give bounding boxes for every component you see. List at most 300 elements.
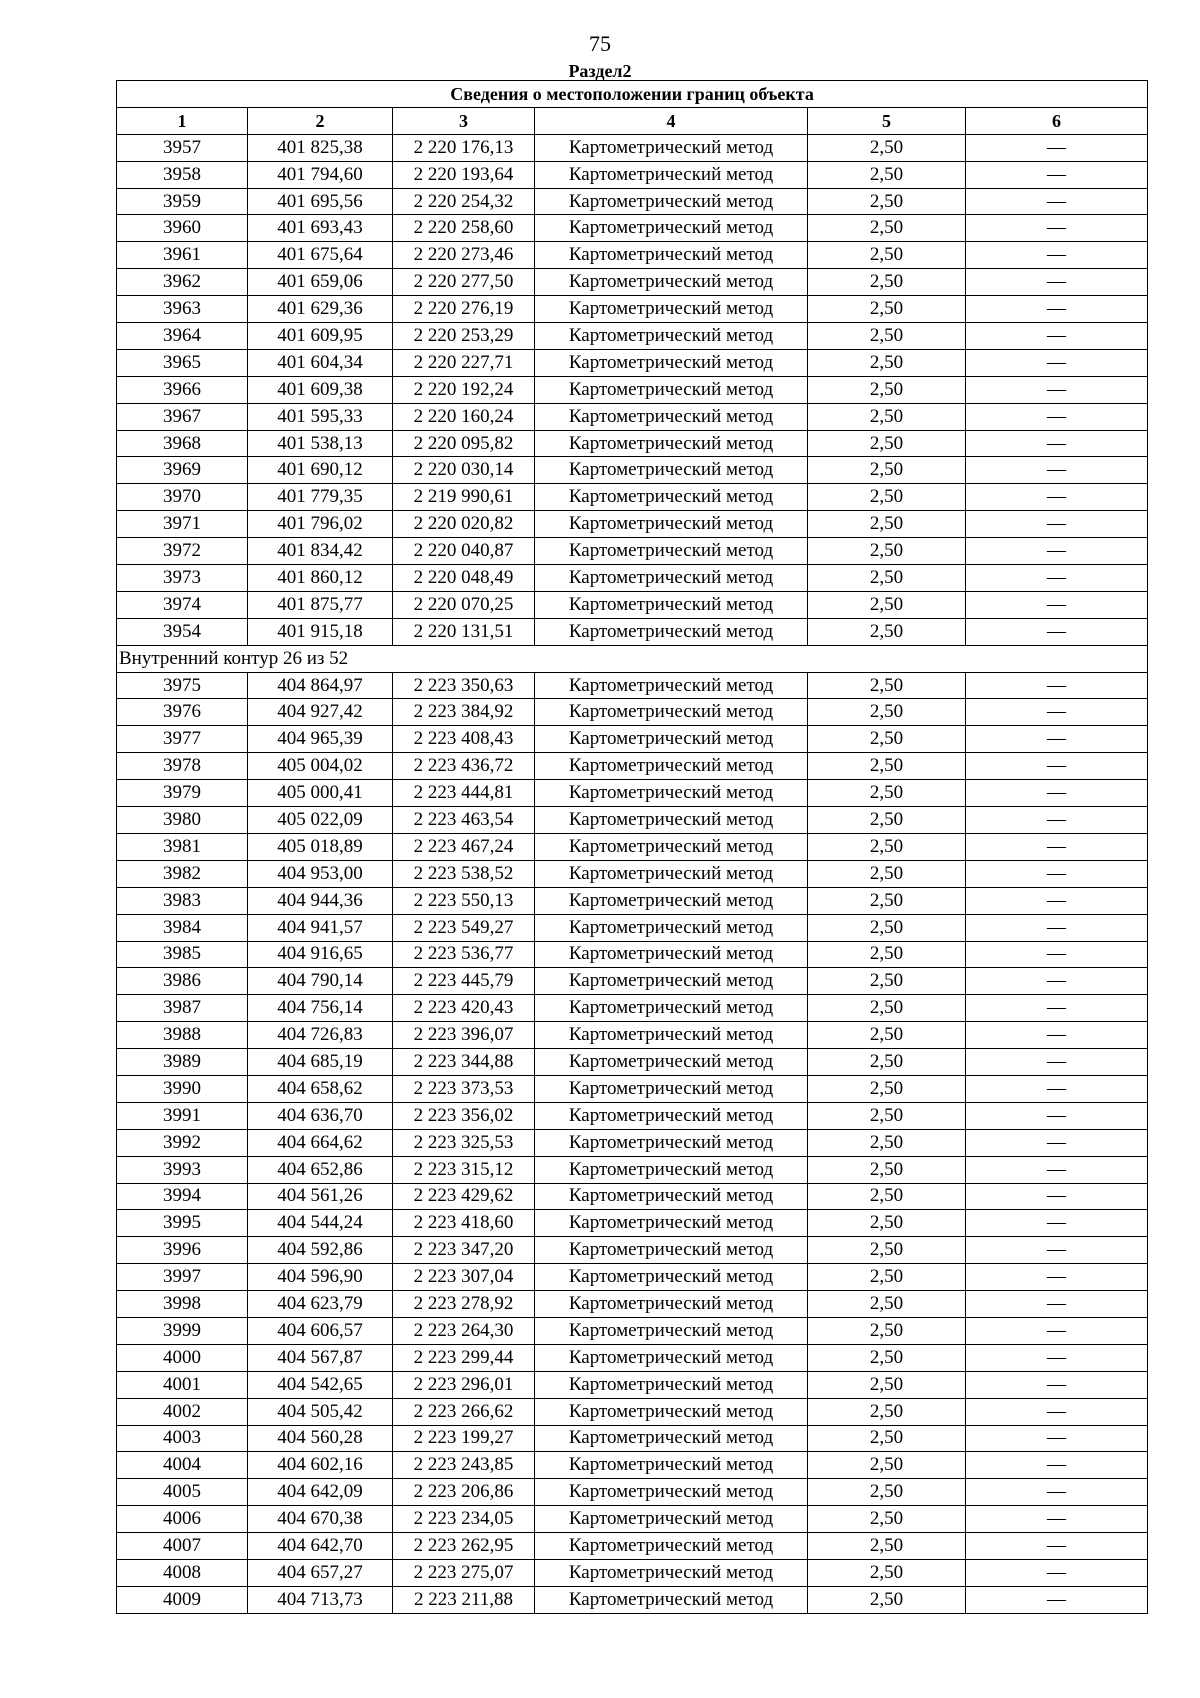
note-cell: —	[966, 1291, 1148, 1318]
method-cell: Картометрический метод	[535, 161, 808, 188]
method-cell: Картометрический метод	[535, 1479, 808, 1506]
method-cell: Картометрический метод	[535, 726, 808, 753]
contour-label-row	[117, 645, 1148, 672]
y-coordinate-cell: 2 223 266,62	[393, 1398, 535, 1425]
accuracy-cell: 2,50	[808, 1102, 966, 1129]
accuracy-cell: 2,50	[808, 349, 966, 376]
x-coordinate-cell: 404 756,14	[248, 995, 393, 1022]
table-row	[117, 538, 1148, 565]
table-row	[117, 1559, 1148, 1586]
accuracy-cell: 2,50	[808, 1210, 966, 1237]
y-coordinate-cell: 2 223 211,88	[393, 1586, 535, 1613]
point-number-cell: 4002	[117, 1398, 248, 1425]
accuracy-cell: 2,50	[808, 1156, 966, 1183]
x-coordinate-cell: 401 595,33	[248, 403, 393, 430]
method-cell: Картометрический метод	[535, 323, 808, 350]
y-coordinate-cell: 2 223 463,54	[393, 807, 535, 834]
accuracy-cell: 2,50	[808, 215, 966, 242]
y-coordinate-cell: 2 220 020,82	[393, 511, 535, 538]
x-coordinate-cell: 401 675,64	[248, 242, 393, 269]
y-coordinate-cell: 2 220 253,29	[393, 323, 535, 350]
note-cell: —	[966, 941, 1148, 968]
note-cell: —	[966, 1129, 1148, 1156]
point-number-cell: 3970	[117, 484, 248, 511]
point-number-cell: 3996	[117, 1237, 248, 1264]
note-cell: —	[966, 484, 1148, 511]
note-cell: —	[966, 1022, 1148, 1049]
point-number-cell: 4007	[117, 1533, 248, 1560]
accuracy-cell: 2,50	[808, 887, 966, 914]
table-row	[117, 1264, 1148, 1291]
x-coordinate-cell: 404 916,65	[248, 941, 393, 968]
x-coordinate-cell: 404 965,39	[248, 726, 393, 753]
x-coordinate-cell: 404 542,65	[248, 1371, 393, 1398]
point-number-cell: 3954	[117, 618, 248, 645]
x-coordinate-cell: 401 825,38	[248, 134, 393, 161]
point-number-cell: 4000	[117, 1344, 248, 1371]
point-number-cell: 3971	[117, 511, 248, 538]
y-coordinate-cell: 2 220 040,87	[393, 538, 535, 565]
contour-label: Внутренний контур 26 из 52	[117, 645, 1148, 672]
x-coordinate-cell: 404 657,27	[248, 1559, 393, 1586]
point-number-cell: 3968	[117, 430, 248, 457]
y-coordinate-cell: 2 220 227,71	[393, 349, 535, 376]
point-number-cell: 3982	[117, 860, 248, 887]
accuracy-cell: 2,50	[808, 860, 966, 887]
note-cell: —	[966, 1102, 1148, 1129]
point-number-cell: 3977	[117, 726, 248, 753]
accuracy-cell: 2,50	[808, 1075, 966, 1102]
point-number-cell: 3986	[117, 968, 248, 995]
x-coordinate-cell: 401 538,13	[248, 430, 393, 457]
accuracy-cell: 2,50	[808, 1398, 966, 1425]
x-coordinate-cell: 401 915,18	[248, 618, 393, 645]
table-row	[117, 833, 1148, 860]
point-number-cell: 3984	[117, 914, 248, 941]
point-number-cell: 4003	[117, 1425, 248, 1452]
table-body	[117, 134, 1148, 1613]
accuracy-cell: 2,50	[808, 941, 966, 968]
table-row	[117, 1210, 1148, 1237]
method-cell: Картометрический метод	[535, 1398, 808, 1425]
method-cell: Картометрический метод	[535, 1559, 808, 1586]
table-row	[117, 780, 1148, 807]
accuracy-cell: 2,50	[808, 1237, 966, 1264]
table-row	[117, 618, 1148, 645]
y-coordinate-cell: 2 223 234,05	[393, 1506, 535, 1533]
note-cell: —	[966, 1210, 1148, 1237]
y-coordinate-cell: 2 223 350,63	[393, 672, 535, 699]
note-cell: —	[966, 430, 1148, 457]
note-cell: —	[966, 161, 1148, 188]
note-cell: —	[966, 269, 1148, 296]
method-cell: Картометрический метод	[535, 1452, 808, 1479]
table-title-row	[117, 81, 1148, 108]
method-cell: Картометрический метод	[535, 430, 808, 457]
y-coordinate-cell: 2 223 315,12	[393, 1156, 535, 1183]
method-cell: Картометрический метод	[535, 1237, 808, 1264]
accuracy-cell: 2,50	[808, 807, 966, 834]
point-number-cell: 4008	[117, 1559, 248, 1586]
method-cell: Картометрический метод	[535, 753, 808, 780]
note-cell: —	[966, 1533, 1148, 1560]
point-number-cell: 3985	[117, 941, 248, 968]
method-cell: Картометрический метод	[535, 591, 808, 618]
method-cell: Картометрический метод	[535, 1371, 808, 1398]
y-coordinate-cell: 2 220 254,32	[393, 188, 535, 215]
note-cell: —	[966, 323, 1148, 350]
note-cell: —	[966, 1371, 1148, 1398]
accuracy-cell: 2,50	[808, 1533, 966, 1560]
x-coordinate-cell: 404 505,42	[248, 1398, 393, 1425]
table-row	[117, 1452, 1148, 1479]
table-row	[117, 457, 1148, 484]
y-coordinate-cell: 2 220 273,46	[393, 242, 535, 269]
note-cell: —	[966, 215, 1148, 242]
x-coordinate-cell: 404 685,19	[248, 1049, 393, 1076]
note-cell: —	[966, 511, 1148, 538]
note-cell: —	[966, 807, 1148, 834]
accuracy-cell: 2,50	[808, 833, 966, 860]
y-coordinate-cell: 2 219 990,61	[393, 484, 535, 511]
point-number-cell: 3988	[117, 1022, 248, 1049]
table-row	[117, 807, 1148, 834]
x-coordinate-cell: 401 796,02	[248, 511, 393, 538]
point-number-cell: 3993	[117, 1156, 248, 1183]
y-coordinate-cell: 2 223 420,43	[393, 995, 535, 1022]
accuracy-cell: 2,50	[808, 430, 966, 457]
table-row	[117, 699, 1148, 726]
x-coordinate-cell: 401 609,95	[248, 323, 393, 350]
table-row	[117, 1586, 1148, 1613]
accuracy-cell: 2,50	[808, 914, 966, 941]
table-row	[117, 1049, 1148, 1076]
y-coordinate-cell: 2 220 193,64	[393, 161, 535, 188]
table-row	[117, 1344, 1148, 1371]
point-number-cell: 3964	[117, 323, 248, 350]
table-row	[117, 860, 1148, 887]
method-cell: Картометрический метод	[535, 457, 808, 484]
method-cell: Картометрический метод	[535, 618, 808, 645]
y-coordinate-cell: 2 223 325,53	[393, 1129, 535, 1156]
table-row	[117, 1237, 1148, 1264]
note-cell: —	[966, 242, 1148, 269]
y-coordinate-cell: 2 220 048,49	[393, 565, 535, 592]
point-number-cell: 4006	[117, 1506, 248, 1533]
y-coordinate-cell: 2 220 192,24	[393, 376, 535, 403]
table-row	[117, 1425, 1148, 1452]
y-coordinate-cell: 2 223 275,07	[393, 1559, 535, 1586]
note-cell: —	[966, 672, 1148, 699]
note-cell: —	[966, 134, 1148, 161]
y-coordinate-cell: 2 223 344,88	[393, 1049, 535, 1076]
accuracy-cell: 2,50	[808, 726, 966, 753]
method-cell: Картометрический метод	[535, 215, 808, 242]
x-coordinate-cell: 404 941,57	[248, 914, 393, 941]
method-cell: Картометрический метод	[535, 296, 808, 323]
x-coordinate-cell: 401 860,12	[248, 565, 393, 592]
y-coordinate-cell: 2 220 160,24	[393, 403, 535, 430]
accuracy-cell: 2,50	[808, 1049, 966, 1076]
accuracy-cell: 2,50	[808, 484, 966, 511]
note-cell: —	[966, 1264, 1148, 1291]
method-cell: Картометрический метод	[535, 349, 808, 376]
note-cell: —	[966, 780, 1148, 807]
y-coordinate-cell: 2 220 030,14	[393, 457, 535, 484]
table-row	[117, 376, 1148, 403]
accuracy-cell: 2,50	[808, 995, 966, 1022]
x-coordinate-cell: 404 561,26	[248, 1183, 393, 1210]
point-number-cell: 3962	[117, 269, 248, 296]
y-coordinate-cell: 2 220 276,19	[393, 296, 535, 323]
y-coordinate-cell: 2 220 258,60	[393, 215, 535, 242]
point-number-cell: 3995	[117, 1210, 248, 1237]
accuracy-cell: 2,50	[808, 1506, 966, 1533]
table-row	[117, 511, 1148, 538]
y-coordinate-cell: 2 223 307,04	[393, 1264, 535, 1291]
accuracy-cell: 2,50	[808, 296, 966, 323]
point-number-cell: 4005	[117, 1479, 248, 1506]
x-coordinate-cell: 404 953,00	[248, 860, 393, 887]
method-cell: Картометрический метод	[535, 188, 808, 215]
y-coordinate-cell: 2 223 373,53	[393, 1075, 535, 1102]
accuracy-cell: 2,50	[808, 323, 966, 350]
method-cell: Картометрический метод	[535, 1022, 808, 1049]
table-row	[117, 1022, 1148, 1049]
accuracy-cell: 2,50	[808, 161, 966, 188]
x-coordinate-cell: 401 629,36	[248, 296, 393, 323]
table-row	[117, 753, 1148, 780]
y-coordinate-cell: 2 223 299,44	[393, 1344, 535, 1371]
accuracy-cell: 2,50	[808, 242, 966, 269]
point-number-cell: 4001	[117, 1371, 248, 1398]
y-coordinate-cell: 2 220 131,51	[393, 618, 535, 645]
y-coordinate-cell: 2 223 418,60	[393, 1210, 535, 1237]
method-cell: Картометрический метод	[535, 780, 808, 807]
accuracy-cell: 2,50	[808, 968, 966, 995]
note-cell: —	[966, 1586, 1148, 1613]
point-number-cell: 4004	[117, 1452, 248, 1479]
accuracy-cell: 2,50	[808, 1291, 966, 1318]
table-row	[117, 1479, 1148, 1506]
table-row	[117, 161, 1148, 188]
y-coordinate-cell: 2 223 384,92	[393, 699, 535, 726]
y-coordinate-cell: 2 223 278,92	[393, 1291, 535, 1318]
accuracy-cell: 2,50	[808, 1264, 966, 1291]
point-number-cell: 3998	[117, 1291, 248, 1318]
point-number-cell: 3960	[117, 215, 248, 242]
page-number: 75	[589, 31, 611, 56]
table-row	[117, 914, 1148, 941]
y-coordinate-cell: 2 220 095,82	[393, 430, 535, 457]
column-header-row	[117, 107, 1148, 134]
note-cell: —	[966, 914, 1148, 941]
method-cell: Картометрический метод	[535, 807, 808, 834]
note-cell: —	[966, 1506, 1148, 1533]
note-cell: —	[966, 565, 1148, 592]
method-cell: Картометрический метод	[535, 833, 808, 860]
note-cell: —	[966, 349, 1148, 376]
table-row	[117, 565, 1148, 592]
method-cell: Картометрический метод	[535, 1102, 808, 1129]
x-coordinate-cell: 401 609,38	[248, 376, 393, 403]
x-coordinate-cell: 404 636,70	[248, 1102, 393, 1129]
note-cell: —	[966, 887, 1148, 914]
method-cell: Картометрический метод	[535, 484, 808, 511]
accuracy-cell: 2,50	[808, 618, 966, 645]
method-cell: Картометрический метод	[535, 1291, 808, 1318]
table-row	[117, 591, 1148, 618]
y-coordinate-cell: 2 223 444,81	[393, 780, 535, 807]
note-cell: —	[966, 753, 1148, 780]
accuracy-cell: 2,50	[808, 699, 966, 726]
accuracy-cell: 2,50	[808, 1479, 966, 1506]
method-cell: Картометрический метод	[535, 511, 808, 538]
accuracy-cell: 2,50	[808, 538, 966, 565]
table-row	[117, 188, 1148, 215]
table-row	[117, 269, 1148, 296]
note-cell: —	[966, 1183, 1148, 1210]
accuracy-cell: 2,50	[808, 376, 966, 403]
x-coordinate-cell: 404 670,38	[248, 1506, 393, 1533]
point-number-cell: 3997	[117, 1264, 248, 1291]
y-coordinate-cell: 2 223 264,30	[393, 1317, 535, 1344]
note-cell: —	[966, 591, 1148, 618]
accuracy-cell: 2,50	[808, 753, 966, 780]
y-coordinate-cell: 2 220 070,25	[393, 591, 535, 618]
x-coordinate-cell: 404 790,14	[248, 968, 393, 995]
y-coordinate-cell: 2 223 467,24	[393, 833, 535, 860]
y-coordinate-cell: 2 220 176,13	[393, 134, 535, 161]
table-row	[117, 887, 1148, 914]
section-title: Раздел2	[568, 61, 632, 81]
method-cell: Картометрический метод	[535, 1210, 808, 1237]
y-coordinate-cell: 2 223 243,85	[393, 1452, 535, 1479]
table-row	[117, 403, 1148, 430]
table-row	[117, 968, 1148, 995]
note-cell: —	[966, 1479, 1148, 1506]
y-coordinate-cell: 2 223 199,27	[393, 1425, 535, 1452]
accuracy-cell: 2,50	[808, 1371, 966, 1398]
x-coordinate-cell: 404 544,24	[248, 1210, 393, 1237]
x-coordinate-cell: 404 596,90	[248, 1264, 393, 1291]
x-coordinate-cell: 401 794,60	[248, 161, 393, 188]
point-number-cell: 3974	[117, 591, 248, 618]
note-cell: —	[966, 1075, 1148, 1102]
table-row	[117, 215, 1148, 242]
accuracy-cell: 2,50	[808, 269, 966, 296]
x-coordinate-cell: 405 004,02	[248, 753, 393, 780]
method-cell: Картометрический метод	[535, 968, 808, 995]
x-coordinate-cell: 404 606,57	[248, 1317, 393, 1344]
method-cell: Картометрический метод	[535, 538, 808, 565]
accuracy-cell: 2,50	[808, 780, 966, 807]
note-cell: —	[966, 699, 1148, 726]
point-number-cell: 3963	[117, 296, 248, 323]
point-number-cell: 3973	[117, 565, 248, 592]
x-coordinate-cell: 401 875,77	[248, 591, 393, 618]
y-coordinate-cell: 2 223 356,02	[393, 1102, 535, 1129]
y-coordinate-cell: 2 223 445,79	[393, 968, 535, 995]
x-coordinate-cell: 404 567,87	[248, 1344, 393, 1371]
method-cell: Картометрический метод	[535, 1586, 808, 1613]
note-cell: —	[966, 1344, 1148, 1371]
method-cell: Картометрический метод	[535, 860, 808, 887]
note-cell: —	[966, 968, 1148, 995]
x-coordinate-cell: 404 664,62	[248, 1129, 393, 1156]
table-row	[117, 672, 1148, 699]
accuracy-cell: 2,50	[808, 134, 966, 161]
point-number-cell: 3979	[117, 780, 248, 807]
column-header: 2	[248, 107, 393, 134]
table-row	[117, 430, 1148, 457]
note-cell: —	[966, 376, 1148, 403]
accuracy-cell: 2,50	[808, 565, 966, 592]
note-cell: —	[966, 457, 1148, 484]
method-cell: Картометрический метод	[535, 565, 808, 592]
accuracy-cell: 2,50	[808, 1344, 966, 1371]
x-coordinate-cell: 404 658,62	[248, 1075, 393, 1102]
y-coordinate-cell: 2 223 436,72	[393, 753, 535, 780]
table-row	[117, 726, 1148, 753]
coordinates-table	[116, 80, 1148, 1614]
x-coordinate-cell: 401 693,43	[248, 215, 393, 242]
y-coordinate-cell: 2 223 550,13	[393, 887, 535, 914]
point-number-cell: 3980	[117, 807, 248, 834]
point-number-cell: 3990	[117, 1075, 248, 1102]
accuracy-cell: 2,50	[808, 1559, 966, 1586]
column-header: 6	[966, 107, 1148, 134]
note-cell: —	[966, 296, 1148, 323]
y-coordinate-cell: 2 223 206,86	[393, 1479, 535, 1506]
note-cell: —	[966, 538, 1148, 565]
x-coordinate-cell: 404 927,42	[248, 699, 393, 726]
table-row	[117, 242, 1148, 269]
column-header: 3	[393, 107, 535, 134]
x-coordinate-cell: 404 592,86	[248, 1237, 393, 1264]
x-coordinate-cell: 404 944,36	[248, 887, 393, 914]
x-coordinate-cell: 401 834,42	[248, 538, 393, 565]
table-row	[117, 1102, 1148, 1129]
point-number-cell: 3976	[117, 699, 248, 726]
accuracy-cell: 2,50	[808, 1183, 966, 1210]
note-cell: —	[966, 1425, 1148, 1452]
table-row	[117, 323, 1148, 350]
accuracy-cell: 2,50	[808, 672, 966, 699]
accuracy-cell: 2,50	[808, 1022, 966, 1049]
x-coordinate-cell: 405 000,41	[248, 780, 393, 807]
method-cell: Картометрический метод	[535, 914, 808, 941]
y-coordinate-cell: 2 223 296,01	[393, 1371, 535, 1398]
x-coordinate-cell: 404 560,28	[248, 1425, 393, 1452]
method-cell: Картометрический метод	[535, 1129, 808, 1156]
method-cell: Картометрический метод	[535, 1317, 808, 1344]
table-row	[117, 995, 1148, 1022]
note-cell: —	[966, 1237, 1148, 1264]
x-coordinate-cell: 404 652,86	[248, 1156, 393, 1183]
point-number-cell: 4009	[117, 1586, 248, 1613]
column-header: 4	[535, 107, 808, 134]
y-coordinate-cell: 2 223 549,27	[393, 914, 535, 941]
point-number-cell: 3975	[117, 672, 248, 699]
table-row	[117, 349, 1148, 376]
table-row	[117, 1371, 1148, 1398]
method-cell: Картометрический метод	[535, 134, 808, 161]
x-coordinate-cell: 405 022,09	[248, 807, 393, 834]
point-number-cell: 3959	[117, 188, 248, 215]
table-row	[117, 1291, 1148, 1318]
method-cell: Картометрический метод	[535, 995, 808, 1022]
